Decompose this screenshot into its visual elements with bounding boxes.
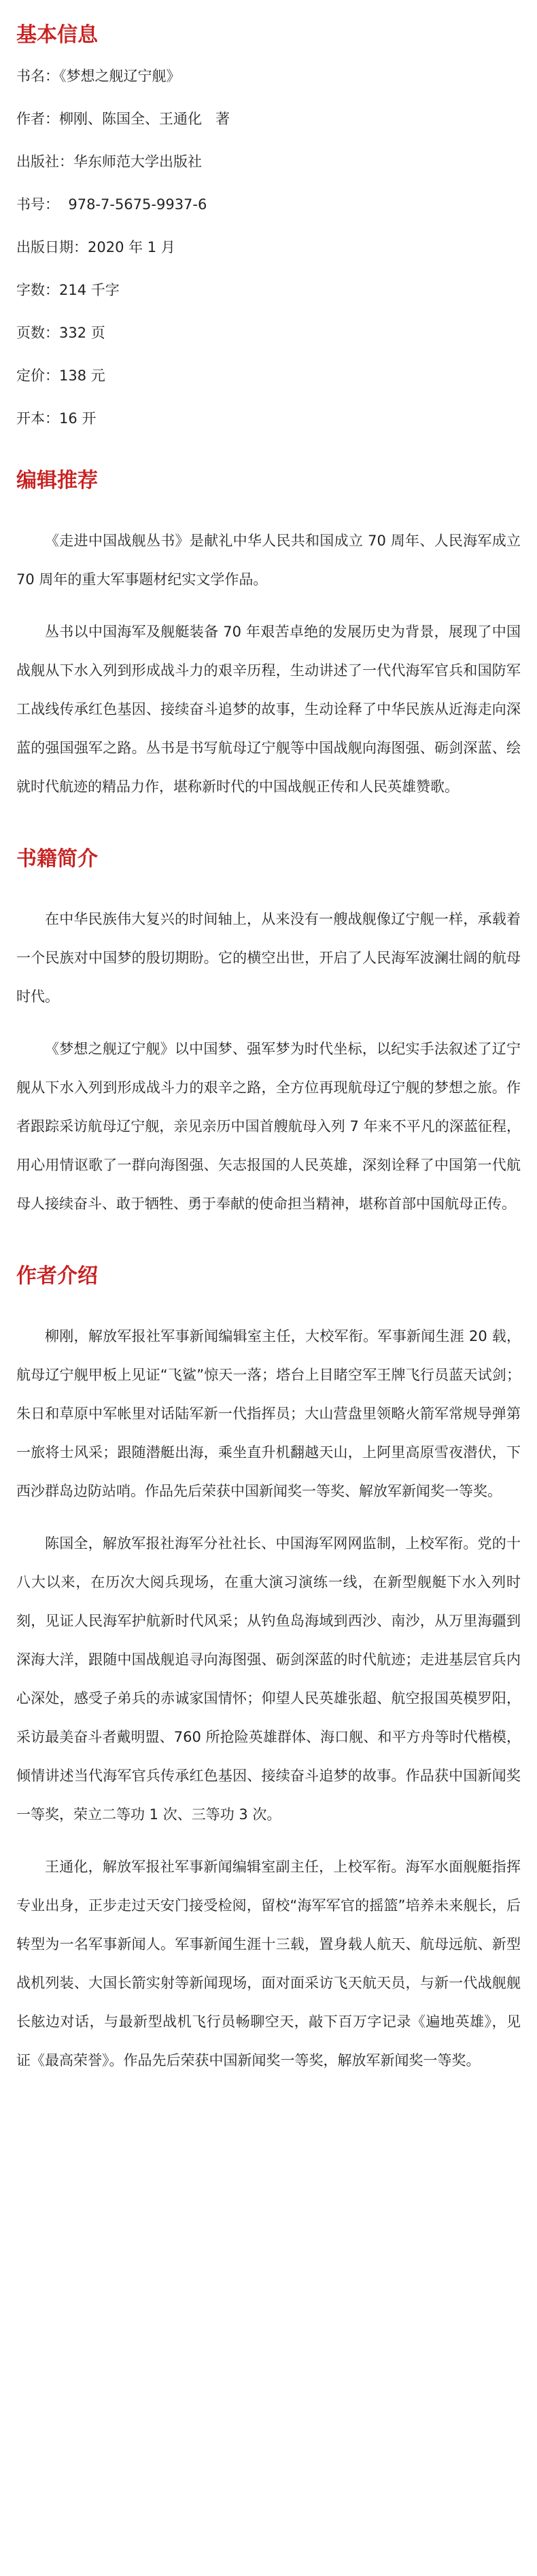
info-label: 页数：: [16, 325, 59, 341]
info-value: 柳刚、陈国全、王通化 著: [59, 111, 230, 127]
author-bio-liu-gang: 柳刚，解放军报社军事新闻编辑室主任，大校军衔。军事新闻生涯 20 载，航母辽宁舰甲板上见证“飞鲨”惊天一落；塔台上目睹空军王牌飞行员蓝天试剑；朱日和草原中军帐里对话陆军新一代指挥员；大山营盘里领略火箭军常规导弹第一旅将士风采；跟随潜艇出海，乘坐直升机翻越天山，上阿里高原雪夜潜伏，下西沙群岛边防站哨。作品先后荣获中国新闻奖一等奖、解放军新闻奖一等奖。: [16, 1328, 521, 1499]
basic-info-title: 基本信息: [16, 23, 98, 47]
info-value: 华东师范大学出版社: [73, 154, 202, 170]
info-row-word-count: [16, 281, 521, 300]
basic-info-section: [16, 22, 521, 428]
info-value: 214 千字: [59, 282, 120, 298]
basic-info-list: [16, 67, 521, 428]
info-value: 《梦想之舰辽宁舰》: [59, 68, 181, 84]
book-intro-paragraph: 《梦想之舰辽宁舰》以中国梦、强军梦为时代坐标，以纪实手法叙述了辽宁舰从下水入列到形成战斗力的艰辛之路，全方位再现航母辽宁舰的梦想之旅。作者跟踪采访航母辽宁舰，亲见亲历中国首艘航母入列 7 年来不平凡的深蓝征程，用心用情讴歌了一群向海图强、矢志报国的人民英雄，深刻诠释了中国第一代航母人接续奋斗、敢于牺牲、勇于奉献的使命担当精神，堪称首部中国航母正传。: [16, 1041, 521, 1212]
info-value: 332 页: [59, 325, 105, 341]
info-row-format: [16, 409, 521, 428]
info-row-publisher: [16, 152, 521, 171]
info-row-isbn: [16, 195, 521, 214]
editor-recommendation-paragraph: 《走进中国战舰丛书》是献礼中华人民共和国成立 70 周年、人民海军成立 70 周年的重大军事题材纪实文学作品。: [16, 533, 521, 588]
info-label: 开本：: [16, 410, 59, 427]
editor-recommendation-section: [16, 467, 521, 806]
info-row-price: [16, 366, 521, 385]
book-intro-paragraph: 在中华民族伟大复兴的时间轴上，从来没有一艘战舰像辽宁舰一样，承载着一个民族对中国梦的殷切期盼。它的横空出世，开启了人民海军波澜壮阔的航母时代。: [16, 911, 521, 1005]
info-label: 字数：: [16, 282, 59, 298]
info-row-author: [16, 109, 521, 128]
info-value: 16 开: [59, 410, 97, 427]
info-label: 出版社：: [16, 154, 73, 170]
author-intro-section: [16, 1263, 521, 2080]
book-intro-title: 书籍简介: [16, 847, 98, 871]
info-row-pub-date: [16, 238, 521, 257]
info-label: 出版日期：: [16, 239, 88, 255]
info-value: 2020 年 1 月: [88, 239, 175, 255]
editor-recommendation-paragraph: 丛书以中国海军及舰艇装备 70 年艰苦卓绝的发展历史为背景，展现了中国战舰从下水入列到形成战斗力的艰辛历程，生动讲述了一代代海军官兵和国防军工战线传承红色基因、接续奋斗追梦的故事，生动诠释了中华民族从近海走向深蓝的强国强军之路。丛书是书写航母辽宁舰等中国战舰向海图强、砺剑深蓝、绘就时代航迹的精品力作，堪称新时代的中国战舰正传和人民英雄赞歌。: [16, 624, 521, 795]
info-label: 作者：: [16, 111, 59, 127]
author-bio-wang-tonghua: 王通化，解放军报社军事新闻编辑室副主任，上校军衔。海军水面舰艇指挥专业出身，正步走过天安门接受检阅，留校“海军军官的摇篮”培养未来舰长，后转型为一名军事新闻人。军事新闻生涯十三载，置身载人航天、航母远航、新型战机列装、大国长箭实射等新闻现场，面对面采访飞天航天员，与新一代战舰舰长舷边对话，与最新型战机飞行员畅聊空天，敲下百万字记录《遍地英雄》，见证《最高荣誉》。作品先后荣获中国新闻奖一等奖，解放军新闻奖一等奖。: [16, 1859, 521, 2069]
info-label: 书号：: [16, 196, 59, 213]
info-label: 定价：: [16, 368, 59, 384]
author-intro-title: 作者介绍: [16, 1264, 98, 1288]
book-intro-section: [16, 846, 521, 1223]
info-value: 138 元: [59, 368, 105, 384]
info-label: 书名：: [16, 68, 59, 84]
info-value: 978-7-5675-9937-6: [59, 196, 207, 213]
info-row-title: [16, 67, 521, 86]
editor-recommendation-title: 编辑推荐: [16, 469, 98, 493]
info-row-page-count: [16, 323, 521, 342]
author-bio-chen-guoquan: 陈国全，解放军报社海军分社社长、中国海军网网监制，上校军衔。党的十八大以来，在历次大阅兵现场，在重大演习演练一线，在新型舰艇下水入列时刻，见证人民海军护航新时代风采；从钓鱼岛海域到西沙、南沙，从万里海疆到深海大洋，跟随中国战舰追寻向海图强、砺剑深蓝的时代航迹；走进基层官兵内心深处，感受子弟兵的赤诚家国情怀；仰望人民英雄张超、航空报国英模罗阳，采访最美奋斗者戴明盟、760 所抢险英雄群体、海口舰、和平方舟等时代楷模，倾情讲述当代海军官兵传承红色基因、接续奋斗追梦的故事。作品获中国新闻奖一等奖，荣立二等功 1 次、三等功 3 次。: [16, 1535, 521, 1823]
